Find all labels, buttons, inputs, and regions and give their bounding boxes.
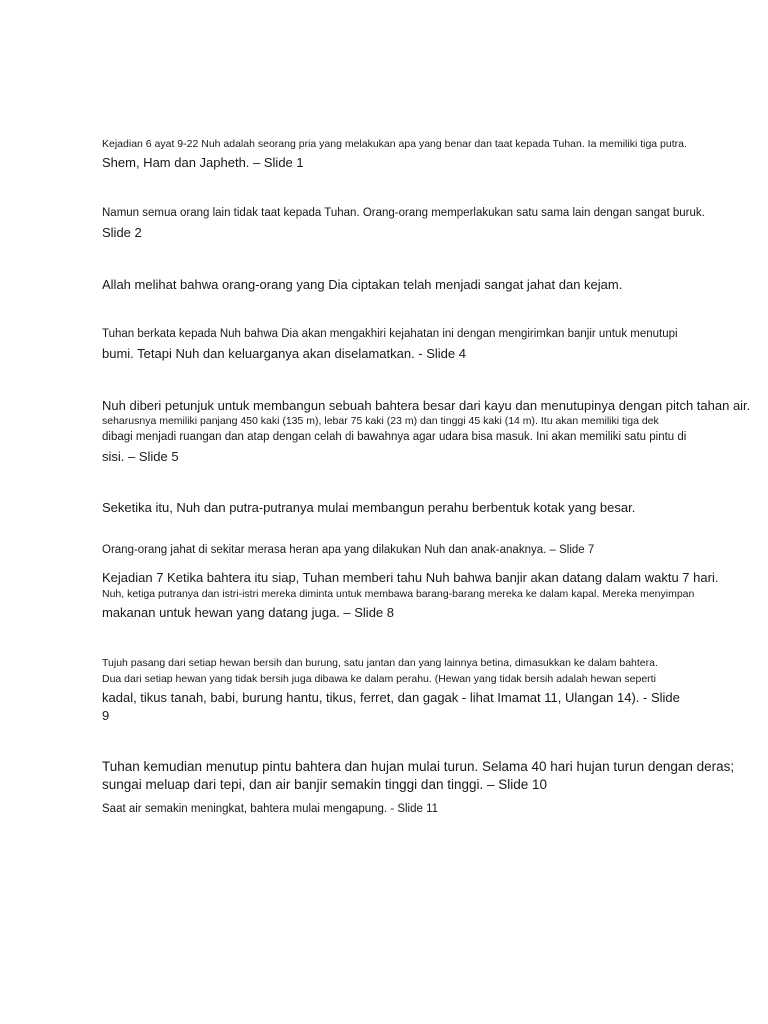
paragraph-2-line-2: Slide 2 xyxy=(102,225,142,240)
paragraph-5-line-4: sisi. – Slide 5 xyxy=(102,449,179,464)
paragraph-4-line-2: bumi. Tetapi Nuh dan keluarganya akan diselamatkan. - Slide 4 xyxy=(102,346,466,361)
paragraph-5-line-3: dibagi menjadi ruangan dan atap dengan celah di bawahnya agar udara bisa masuk. Ini akan memiliki satu pintu di xyxy=(102,431,687,443)
paragraph-9-line-1: Tujuh pasang dari setiap hewan bersih dan burung, satu jantan dan yang lainnya betina, dimasukkan ke dalam bahtera. xyxy=(102,657,658,669)
paragraph-6-line-1: Seketika itu, Nuh dan putra-putranya mulai membangun perahu berbentuk kotak yang besar. xyxy=(102,500,636,515)
paragraph-7-line-1: Orang-orang jahat di sekitar merasa heran apa yang dilakukan Nuh dan anak-anaknya. – Slide 7 xyxy=(102,544,595,556)
paragraph-5-line-2: seharusnya memiliki panjang 450 kaki (135 m), lebar 75 kaki (23 m) dan tinggi 45 kaki (14 m). Itu akan memiliki tiga dek xyxy=(102,415,659,427)
paragraph-8-line-1: Kejadian 7 Ketika bahtera itu siap, Tuhan memberi tahu Nuh bahwa banjir akan datang dalam waktu 7 hari. xyxy=(102,570,719,585)
paragraph-1-line-2: Shem, Ham dan Japheth. – Slide 1 xyxy=(102,155,304,170)
paragraph-1-line-1: Kejadian 6 ayat 9-22 Nuh adalah seorang pria yang melakukan apa yang benar dan taat kepada Tuhan. Ia memiliki tiga putra. xyxy=(102,138,687,150)
paragraph-10-line-1: Tuhan kemudian menutup pintu bahtera dan hujan mulai turun. Selama 40 hari hujan turun dengan deras; xyxy=(102,759,735,774)
paragraph-2-line-1: Namun semua orang lain tidak taat kepada Tuhan. Orang-orang memperlakukan satu sama lain dengan sangat buruk. xyxy=(102,207,705,219)
paragraph-8-line-2: Nuh, ketiga putranya dan istri-istri mereka diminta untuk membawa barang-barang mereka ke dalam kapal. Mereka menyimpan xyxy=(102,588,695,600)
paragraph-9-line-3: kadal, tikus tanah, babi, burung hantu, tikus, ferret, dan gagak - lihat Imamat 11, Ulangan 14). - Slide xyxy=(102,690,680,705)
paragraph-3-line-1: Allah melihat bahwa orang-orang yang Dia ciptakan telah menjadi sangat jahat dan kejam. xyxy=(102,277,623,292)
paragraph-4-line-1: Tuhan berkata kepada Nuh bahwa Dia akan mengakhiri kejahatan ini dengan mengirimkan banjir untuk menutupi xyxy=(102,328,678,340)
paragraph-5-line-1: Nuh diberi petunjuk untuk membangun sebuah bahtera besar dari kayu dan menutupinya dengan pitch tahan air. xyxy=(102,398,751,413)
paragraph-10-line-2: sungai meluap dari tepi, dan air banjir semakin tinggi dan tinggi. – Slide 10 xyxy=(102,777,548,792)
paragraph-9-line-4: 9 xyxy=(102,708,110,723)
paragraph-11-line-1: Saat air semakin meningkat, bahtera mulai mengapung. - Slide 11 xyxy=(102,803,439,815)
paragraph-8-line-3: makanan untuk hewan yang datang juga. – Slide 8 xyxy=(102,605,394,620)
paragraph-9-line-2: Dua dari setiap hewan yang tidak bersih juga dibawa ke dalam perahu. (Hewan yang tidak bersih adalah hewan seperti xyxy=(102,673,656,685)
